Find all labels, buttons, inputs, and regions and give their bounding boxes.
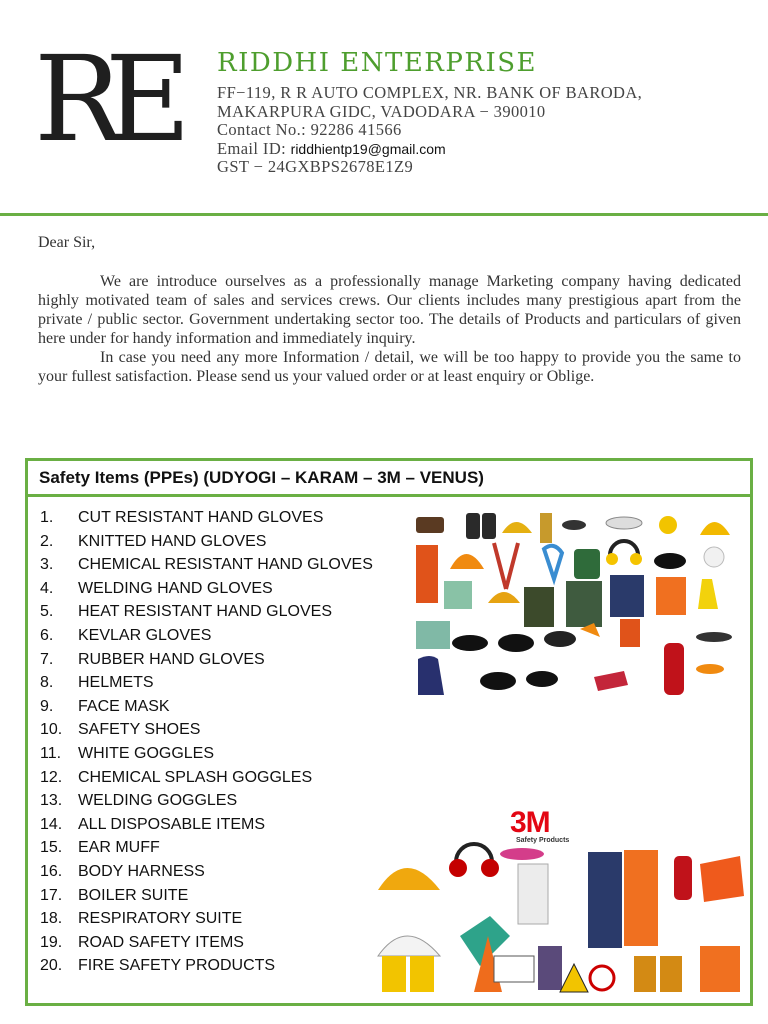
list-item: [40, 648, 373, 672]
item-label: CHEMICAL RESISTANT HAND GLOVES: [78, 556, 373, 574]
item-number: 10.: [40, 721, 63, 739]
item-label: BODY HARNESS: [78, 862, 205, 880]
address-line-2: MAKARPURA GIDC, VADODARA − 390010: [217, 101, 546, 121]
warning-sign-icon: [560, 964, 588, 992]
list-item: [40, 907, 373, 931]
products-box: [25, 458, 753, 1006]
item-number: 14.: [40, 815, 63, 833]
item-label: CUT RESISTANT HAND GLOVES: [78, 509, 324, 526]
life-jacket-icon: [700, 856, 744, 902]
helmet-icon: [378, 868, 440, 890]
goggles-icon: [500, 848, 544, 860]
item-label: CHEMICAL SPLASH GOGGLES: [78, 768, 313, 786]
item-label: ROAD SAFETY ITEMS: [78, 933, 244, 951]
item-label: WELDING GOGGLES: [78, 792, 238, 810]
item-label: WHITE GOGGLES: [78, 744, 215, 762]
disposable-suit-icon: [518, 864, 548, 924]
item-number: 17.: [40, 886, 63, 904]
item-label: EAR MUFF: [78, 839, 160, 857]
item-label: ALL DISPOSABLE ITEMS: [78, 815, 266, 833]
item-number: 7.: [40, 650, 54, 668]
list-item: [40, 600, 373, 624]
list-item: [40, 742, 373, 766]
uniform-icon: [610, 575, 644, 617]
ear-muff-icon: [610, 541, 638, 555]
company-logo: [34, 30, 184, 168]
rubber-glove-icon: [698, 579, 718, 609]
ppe-collage-image: [414, 509, 744, 704]
item-number: 16.: [40, 862, 63, 880]
company-name: RIDDHI ENTERPRISE: [217, 48, 538, 78]
item-number: 20.: [40, 957, 63, 975]
list-item: [40, 836, 373, 860]
vest-icon: [656, 577, 686, 615]
item-number: 15.: [40, 839, 63, 857]
list-item: [40, 718, 373, 742]
gumboot-icon: [466, 513, 480, 539]
3m-tagline: Safety Products: [516, 837, 570, 844]
contact-number: Contact No.: 92286 41566: [217, 120, 402, 140]
item-number: 12.: [40, 768, 63, 786]
boots-icon: [416, 517, 444, 533]
3m-products-collage-image: [374, 806, 748, 996]
list-item: [40, 695, 373, 719]
list-item: [40, 553, 373, 577]
salutation: Dear Sir,: [38, 234, 96, 251]
item-number: 3.: [40, 556, 54, 574]
item-number: 8.: [40, 674, 54, 692]
letter-paragraph-2: In case you need any more Information / detail, we will be too happy to provide you the same to your fullest satisfaction. Please send us your valued order or at least enquiry or Oblige.: [38, 349, 741, 385]
item-number: 5.: [40, 603, 54, 621]
list-item: [40, 931, 373, 955]
email-address: riddhientp19@gmail.com: [290, 140, 446, 157]
logo-monogram: RE: [34, 30, 173, 168]
item-label: RESPIRATORY SUITE: [78, 910, 243, 928]
shoe-icon: [654, 553, 686, 569]
glove-icon: [418, 656, 444, 695]
item-number: 11.: [40, 744, 62, 762]
company-address-block: [217, 84, 642, 177]
item-number: 19.: [40, 933, 63, 951]
item-number: 4.: [40, 579, 54, 597]
header-divider: [0, 213, 768, 216]
item-label: KEVLAR GLOVES: [78, 626, 212, 644]
list-item: [40, 506, 373, 530]
email-line: [217, 140, 642, 159]
fire-extinguisher-icon: [664, 643, 684, 695]
email-label: Email ID:: [217, 138, 291, 158]
boiler-suit-icon: [588, 852, 622, 948]
list-item: [40, 789, 373, 813]
letter-body: [38, 272, 741, 386]
item-label: BOILER SUITE: [78, 886, 189, 904]
list-item: [40, 884, 373, 908]
coat-icon: [566, 581, 602, 627]
list-item: [40, 624, 373, 648]
item-number: 9.: [40, 697, 54, 715]
boiler-suit-icon: [416, 545, 438, 603]
list-item: [40, 860, 373, 884]
list-item: [40, 577, 373, 601]
product-list: [40, 506, 373, 978]
goggles-icon: [562, 520, 586, 530]
letter-paragraph-1: We are introduce ourselves as a professionally manage Marketing company having dedicated highly motivated team of sales and services crews. Our clients includes many prestigious apart from the private / public sector. Government undertaking sector too. The details of Products and particulars of given here under for handy information and immediately inquiry.: [38, 273, 741, 347]
item-label: FACE MASK: [78, 697, 170, 715]
item-label: WELDING HAND GLOVES: [78, 579, 273, 597]
list-item: [40, 813, 373, 837]
item-label: FIRE SAFETY PRODUCTS: [78, 957, 276, 975]
no-smoking-sign-icon: [590, 966, 614, 990]
products-title: Safety Items (PPEs) (UDYOGI – KARAM – 3M – VENUS): [39, 468, 484, 487]
item-label: RUBBER HAND GLOVES: [78, 650, 265, 668]
item-number: 18.: [40, 910, 63, 928]
mask-icon: [659, 516, 677, 534]
address-line-1: FF−119, R R AUTO COMPLEX, NR. BANK OF BARODA,: [217, 83, 643, 102]
fire-extinguisher-icon: [674, 856, 692, 900]
item-number: 6.: [40, 626, 54, 644]
list-item: [40, 954, 373, 978]
item-number: 2.: [40, 532, 54, 550]
carabiner-icon: [544, 546, 562, 579]
helmet-icon: [502, 522, 532, 533]
list-item: [40, 671, 373, 695]
list-item: [40, 530, 373, 554]
visor-icon: [606, 517, 642, 529]
item-number: 13.: [40, 792, 63, 810]
item-number: 1.: [40, 509, 54, 526]
harness-icon: [494, 543, 518, 589]
item-label: KNITTED HAND GLOVES: [78, 532, 267, 550]
item-label: HEAT RESISTANT HAND GLOVES: [78, 603, 332, 621]
list-item: [40, 766, 373, 790]
ear-muff-icon: [456, 844, 492, 862]
3m-logo: 3M: [510, 806, 550, 839]
item-label: HELMETS: [78, 674, 154, 692]
apron-icon: [540, 513, 552, 543]
gst-number: GST − 24GXBPS2678E1Z9: [217, 157, 414, 177]
products-header: [28, 461, 750, 497]
item-label: SAFETY SHOES: [78, 721, 201, 739]
